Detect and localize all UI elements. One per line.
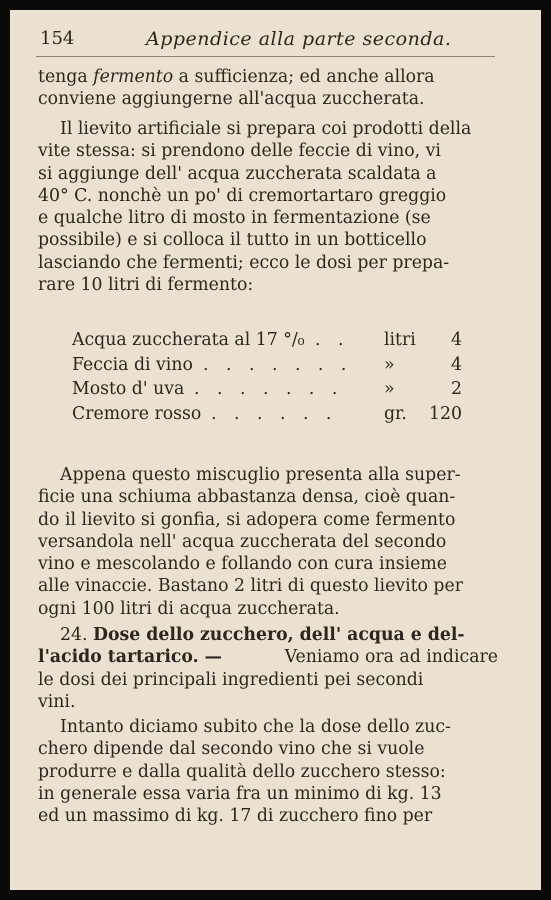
text-run: 40° C. nonchè un po' di cremortartaro greggio (38, 185, 447, 206)
text-run: lasciando che fermenti; ecco le dosi per prepa- (38, 252, 450, 273)
text-line (38, 464, 498, 486)
italic-term: fermento (93, 67, 174, 87)
text-run: e qualche litro di mosto in fermentazione (se (38, 208, 431, 229)
text-run: Il lievito artificiale si prepara coi prodotti della (60, 119, 472, 139)
text-run: Intanto diciamo subito che la dose dello zuc- (60, 717, 451, 737)
text-line (38, 553, 498, 575)
text-line (38, 716, 498, 738)
text-line (38, 738, 498, 760)
dose-table (72, 330, 472, 428)
leader-dots: . . (315, 330, 350, 350)
quantity-value: 2 (451, 379, 462, 399)
text-run: tenga (38, 67, 94, 87)
text-line (38, 509, 498, 531)
paragraph-zucchero (38, 716, 498, 827)
text-run: produrre e dalla qualità dello zucchero stesso: (38, 761, 446, 782)
text-line (38, 669, 498, 691)
text-line (38, 229, 498, 251)
text-line (38, 624, 498, 646)
text-run: chero dipende dal secondo vino che si vuole (38, 739, 425, 760)
leader-dots: . . . . . . (211, 403, 338, 424)
text-run: vini. (38, 691, 76, 712)
ingredient-name: Cremore rosso (72, 403, 202, 424)
quantity-value: 4 (451, 330, 462, 350)
unit-label: litri (384, 330, 416, 350)
quantity-value: 120 (429, 403, 462, 424)
unit-label: gr. (384, 403, 407, 424)
ingredient-name: Acqua zuccherata al 17 °/₀ (72, 330, 305, 350)
section-heading: Dose dello zucchero, dell' acqua e del- (92, 625, 465, 645)
text-line (38, 88, 498, 110)
text-run: ficie una schiuma abbastanza densa, cioè quan- (38, 487, 456, 508)
paragraph-continuation (38, 66, 498, 111)
text-run: versandola nell' acqua zuccherata del secondo (38, 531, 447, 552)
text-run: Veniamo ora ad indicare (284, 647, 498, 668)
unit-label: » (384, 379, 395, 399)
text-line (38, 646, 498, 668)
text-run: ed un massimo di kg. 17 di zucchero fino per (38, 806, 433, 827)
text-line (38, 185, 498, 207)
text-line (38, 274, 498, 296)
text-line (38, 805, 498, 827)
page-number: 154 (40, 28, 75, 49)
dose-row (72, 330, 472, 355)
text-run: ogni 100 litri di acqua zuccherata. (38, 598, 340, 619)
ingredient-name: Mosto d' uva (72, 379, 185, 399)
ingredient-name: Feccia di vino (72, 354, 193, 375)
section-heading-cont: l'acido tartarico. — (38, 647, 222, 668)
unit-label: » (384, 354, 395, 375)
text-line (38, 163, 498, 185)
text-run: vite stessa: si prendono delle feccie di vino, vi (38, 141, 441, 162)
text-line (38, 761, 498, 783)
section-number: 24. (60, 625, 88, 645)
dose-row (72, 355, 472, 380)
text-run: conviene aggiungerne all'acqua zuccherata. (38, 89, 425, 110)
section-24 (38, 624, 498, 713)
text-line (38, 66, 498, 88)
text-run: alle vinaccie. Bastano 2 litri di questo lievito per (38, 576, 463, 597)
text-line (38, 118, 498, 140)
book-page (10, 10, 541, 890)
quantity-value: 4 (451, 354, 462, 375)
paragraph-miscuglio (38, 464, 498, 620)
dose-row (72, 404, 472, 429)
text-run: vino e mescolando e follando con cura insieme (38, 554, 447, 575)
text-line (38, 252, 498, 274)
text-line (38, 486, 498, 508)
text-run: possibile) e si colloca il tutto in un botticello (38, 230, 427, 251)
text-line (38, 207, 498, 229)
text-run: rare 10 litri di fermento: (38, 275, 254, 296)
text-run: do il lievito si gonfia, si adopera come fermento (38, 509, 456, 530)
text-run: a sufficienza; ed anche allora (173, 67, 435, 87)
text-run: le dosi dei principali ingredienti pei secondi (38, 669, 424, 690)
text-run: in generale essa varia fra un minimo di kg. 13 (38, 783, 442, 804)
text-run: Appena questo miscuglio presenta alla super- (60, 465, 461, 485)
text-line (38, 691, 498, 713)
page-header (36, 22, 495, 57)
text-run: si aggiunge dell' acqua zuccherata scaldata a (38, 163, 437, 184)
text-line (38, 531, 498, 553)
text-line (38, 783, 498, 805)
leader-dots: . . . . . . . (194, 379, 344, 399)
text-line (38, 598, 498, 620)
paragraph-lievito (38, 118, 498, 296)
running-title: Appendice alla parte seconda. (146, 28, 452, 50)
text-line (38, 140, 498, 162)
text-line (38, 575, 498, 597)
dose-row (72, 379, 472, 404)
leader-dots: . . . . . . . (203, 354, 353, 375)
